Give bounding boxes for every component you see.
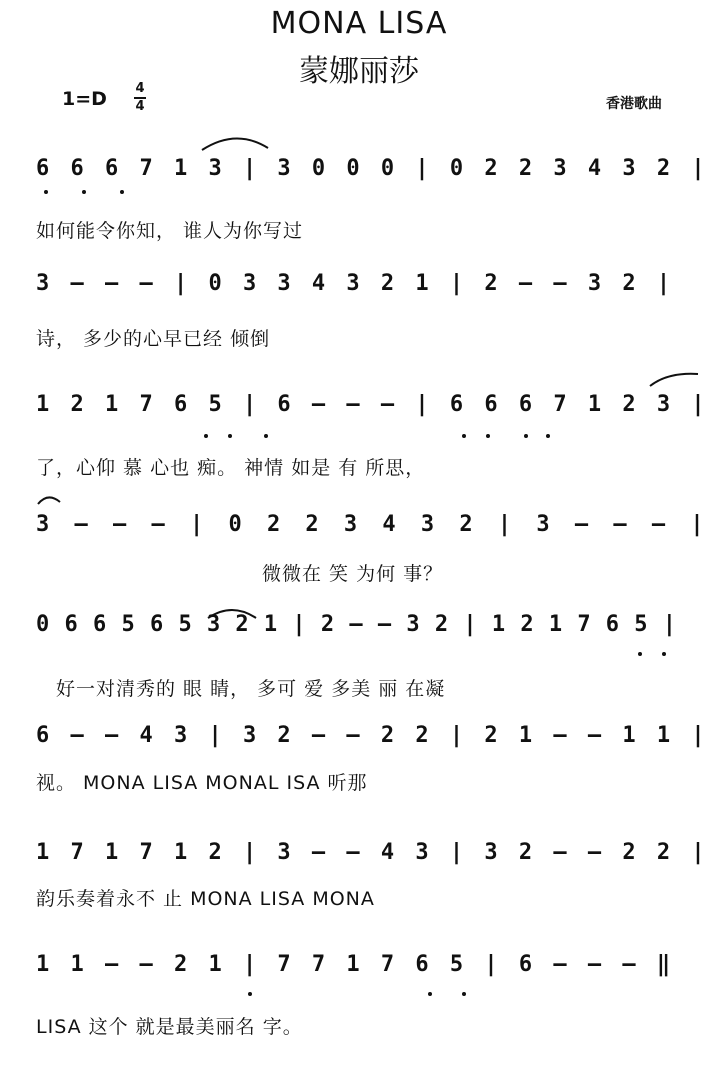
song-title-chinese: 蒙娜丽莎: [299, 54, 419, 89]
octave-dot: [462, 992, 466, 996]
slur-mark: [206, 602, 266, 622]
notation-line: 6 6 6 7 1 3 | 3 0 0 0 | 0 2 2 3 4 3 2 |: [36, 156, 709, 181]
lyrics-line: 微微在 笑 为何 事？: [262, 563, 444, 585]
lyrics-line: 了，心仰 慕 心也 痴。 神情 如是 有 所思，: [36, 457, 426, 479]
octave-dot: [486, 434, 490, 438]
notation-line: 3 — — — | 0 2 2 3 4 3 2 | 3 — — — |: [36, 512, 710, 537]
slur-mark: [36, 490, 66, 510]
notation-line: 3 — — — | 0 3 3 4 3 2 1 | 2 — — 3 2 |: [36, 271, 675, 296]
time-signature-top: 4: [135, 81, 145, 96]
octave-dot: [248, 992, 252, 996]
octave-dot: [204, 434, 208, 438]
octave-dot: [428, 992, 432, 996]
lyrics-line: 好一对清秀的 眼 睛， 多可 爱 多美 丽 在凝: [56, 678, 446, 700]
slur-mark: [648, 370, 708, 390]
lyrics-line: 韵乐奏着永不 止 MONA LISA MONA: [36, 888, 375, 910]
time-signature-bottom: 4: [135, 99, 145, 114]
lyrics-line: 视。 MONA LISA MONAL ISA 听那: [36, 772, 368, 794]
notation-line: 1 1 — — 2 1 | 7 7 1 7 6 5 | 6 — — — ‖: [36, 952, 675, 977]
notation-line: 1 7 1 7 1 2 | 3 — — 4 3 | 3 2 — — 2 2 |: [36, 840, 709, 865]
octave-dot: [228, 434, 232, 438]
song-credit: 香港歌曲: [606, 96, 662, 112]
slur-mark: [200, 132, 280, 152]
octave-dot: [546, 434, 550, 438]
time-signature: [134, 82, 146, 114]
song-title-english: MONA LISA: [270, 6, 448, 41]
octave-dot: [462, 434, 466, 438]
octave-dot: [82, 190, 86, 194]
octave-dot: [524, 434, 528, 438]
key-signature: 1=D: [62, 88, 107, 110]
notation-line: 0 6 6 5 6 5 3 2 1 | 2 — — 3 2 | 1 2 1 7 6 5 |: [36, 612, 678, 637]
octave-dot: [638, 652, 642, 656]
lyrics-line: LISA 这个 就是最美丽名 字。: [36, 1016, 303, 1038]
octave-dot: [44, 190, 48, 194]
notation-line: 1 2 1 7 6 5 | 6 — — — | 6 6 6 7 1 2 3 |: [36, 392, 709, 417]
octave-dot: [662, 652, 666, 656]
octave-dot: [264, 434, 268, 438]
lyrics-line: 如何能令你知， 谁人为你写过: [36, 220, 304, 242]
notation-line: 6 — — 4 3 | 3 2 — — 2 2 | 2 1 — — 1 1 |: [36, 723, 709, 748]
octave-dot: [120, 190, 124, 194]
lyrics-line: 诗， 多少的心早已经 倾倒: [36, 328, 271, 350]
